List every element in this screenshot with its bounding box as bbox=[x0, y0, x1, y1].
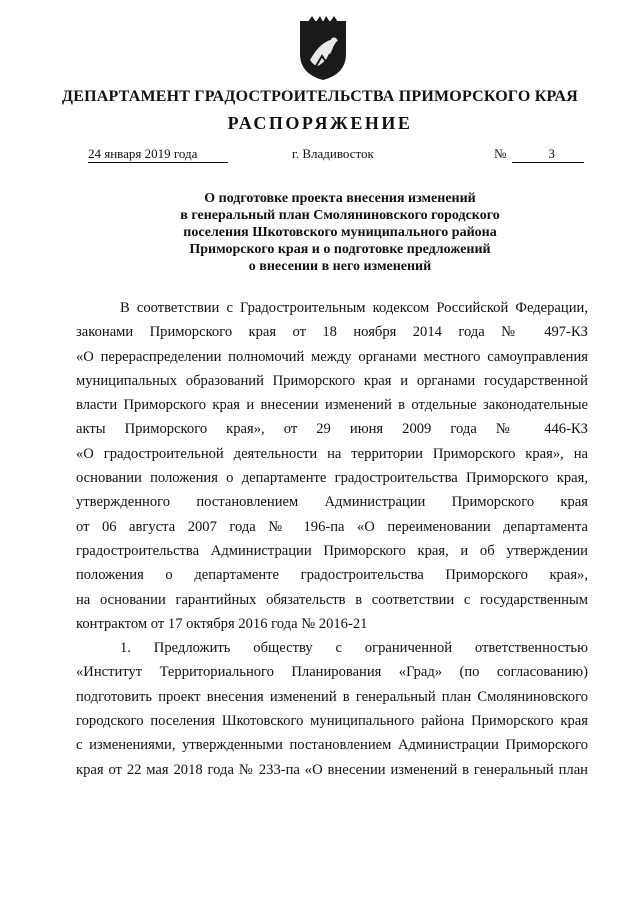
number-label: № bbox=[494, 146, 507, 161]
body-line: подготовить проект внесения изменений в генеральный план Смоляниновского bbox=[76, 688, 588, 705]
document-title bbox=[120, 190, 560, 275]
body-line: края от 22 мая 2018 года № 233-па «О внесении изменений в генеральный план bbox=[76, 761, 588, 778]
body-line: «Институт Территориального Планирования «Град» (по согласованию) bbox=[76, 664, 588, 681]
title-line: поселения Шкотовского муниципального района bbox=[183, 225, 497, 240]
body-line: 1. Предложить обществу с ограниченной ответственностью bbox=[120, 640, 588, 657]
body-line: контрактом от 17 октября 2016 года № 2016-21 bbox=[76, 615, 368, 632]
body-line: с изменениями, утвержденными постановлением Администрации Приморского bbox=[76, 737, 588, 754]
document-place: г. Владивосток bbox=[292, 146, 374, 161]
body-line: акты Приморского края», от 29 июня 2009 года № 446-КЗ bbox=[76, 421, 588, 438]
body-line: положения о департаменте градостроительства Приморского края», bbox=[76, 567, 588, 584]
number-value: 3 bbox=[512, 146, 584, 163]
coat-of-arms-icon bbox=[296, 16, 350, 82]
body-line: утвержденного постановлением Администрации Приморского края bbox=[76, 494, 588, 511]
document-date: 24 января 2019 года bbox=[88, 146, 228, 163]
body-line: В соответствии с Градостроительным кодексом Российской Федерации, bbox=[120, 300, 588, 316]
body-line: от 06 августа 2007 года № 196-па «О переименовании департамента bbox=[76, 518, 588, 535]
body-line: законами Приморского края от 18 ноября 2014 года № 497-КЗ bbox=[76, 324, 588, 341]
body-line: «О перераспределении полномочий между органами местного самоуправления bbox=[76, 348, 588, 365]
body-line: власти Приморского края и внесении изменений в отдельные законодательные bbox=[76, 397, 588, 414]
title-line: Приморского края и о подготовке предложений bbox=[189, 242, 491, 257]
document-number bbox=[494, 146, 584, 163]
title-line: в генеральный план Смоляниновского городского bbox=[180, 208, 500, 223]
body-line: основании положения о департаменте градостроительства Приморского края, bbox=[76, 470, 588, 487]
body-line: на основании гарантийных обязательств в соответствии с государственным bbox=[76, 591, 588, 608]
title-line: О подготовке проекта внесения изменений bbox=[204, 191, 476, 206]
title-line: о внесении в него изменений bbox=[248, 259, 432, 274]
body-line: «О градостроительной деятельности на территории Приморского края», на bbox=[76, 445, 588, 462]
body-line: городского поселения Шкотовского муниципального района Приморского края bbox=[76, 713, 588, 730]
document-body bbox=[76, 296, 588, 782]
body-line: градостроительства Администрации Приморского края, и об утверждении bbox=[76, 542, 588, 559]
document-type: РАСПОРЯЖЕНИЕ bbox=[227, 113, 413, 133]
department-name: ДЕПАРТАМЕНТ ГРАДОСТРОИТЕЛЬСТВА ПРИМОРСКОГО КРАЯ bbox=[61, 88, 578, 105]
body-line: муниципальных образований Приморского края и органами государственной bbox=[76, 372, 588, 389]
